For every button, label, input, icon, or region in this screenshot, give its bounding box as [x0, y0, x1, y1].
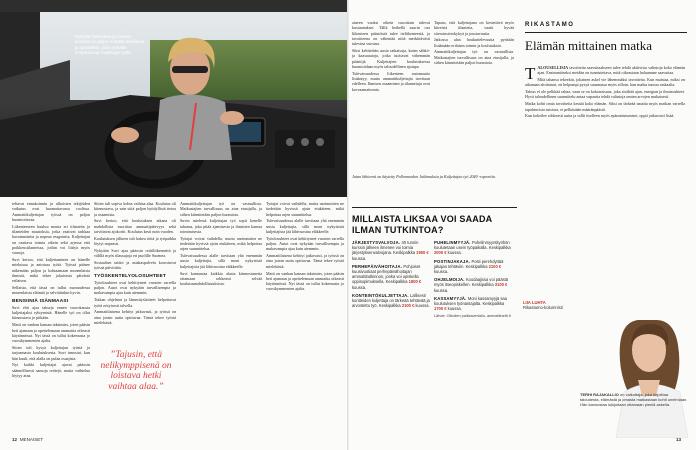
left-column-4	[266, 201, 344, 433]
paragraph: Tulevaisuudessa liikenteen automaatio lisääntyy, mutta ammattikuljettajia tarvitaan edelleen. Ihmisen osaaminen ja tilannetaju ovat korvaamattomia.	[352, 70, 430, 92]
quiz-item-price: 1900 €	[416, 250, 429, 256]
pull-quote: ”Tajusin, että nelikymppisenä on loistava hetki vaihtaa alaa.”	[100, 350, 172, 392]
quiz-item	[434, 259, 514, 275]
quiz-item-heading: JÄRJESTYSVALVOJA.	[352, 240, 402, 245]
paragraph: Työolosuhteet ovat kehittyneet vuosien varrella paljon. Autot ovat nykyään turvallisempia ja mukavampia ajaa kuin aiemmin.	[94, 279, 176, 296]
quiz-top-rule	[352, 207, 517, 208]
page-number: 12	[12, 437, 18, 442]
right-column-1	[352, 20, 430, 170]
left-column-2	[94, 201, 176, 347]
quiz-item-text: Moni kassamyyjä saa koulutuksen työnantajalta. Keskipalkka	[434, 295, 507, 307]
left-column-1	[12, 201, 90, 433]
column-title: Elämän mittainen matka	[525, 38, 653, 53]
right-column-2	[434, 20, 514, 170]
kicker-rule	[525, 32, 687, 33]
paragraph: Sellaista, että tässä on tullut nuoruudessa monenlaisia eläimiä ja selvittiinkin hyvin.	[12, 284, 90, 296]
section-kicker: RIKASTAMO	[525, 22, 575, 28]
quiz-item-heading: KONTEINTÖKULJETTAJA.	[352, 292, 411, 298]
quiz-item-price: 2100 €	[488, 263, 502, 269]
quiz-item-tail: kuussa.	[352, 255, 367, 261]
quiz-item-price: 2000 €	[434, 250, 447, 256]
paragraph: Koulutuksen jälkeen tuli hakea töitä ja työpaikka löytyi nopeasti.	[94, 235, 176, 247]
paragraph: Työajat voivat vaihdella, mutta useimmiten ne tiedetään hyvissä ajoin etukäteen, mikä helpottaa arjen suunnittelua.	[266, 201, 344, 217]
paragraph: Suvin mielestä kuljettajan työ sopii kenelle tahansa, joka pitää ajamisesta ja ihmisten kanssa toimimisesta.	[180, 218, 262, 234]
quiz-item-heading: POSTINJAKAJA.	[434, 258, 472, 264]
photo-illustration	[0, 0, 347, 197]
paragraph: Nyt kaikki kuljettajat ajavat pääosin säännöllisesti samoja reittejä, mutta vaihtelua löytyy aina.	[12, 362, 90, 378]
quiz-source: Lähde: Oikotien palkkavertailu, ammattinetti.fi	[434, 314, 511, 319]
paragraph: Tapaus, että kuljettajana on kestettävä myös kiireisiä tilanteita, vaatii hyvää stressinsietokykyä ja joustavuutta.	[434, 20, 514, 36]
quiz-item-text: Posti perehdyttää jakajan tehtäviin. Keskipalkka	[434, 258, 504, 269]
page-number: 13	[676, 437, 682, 442]
quiz-item	[434, 240, 514, 256]
quiz-item	[434, 277, 514, 293]
quiz-title: MILLAISTA LIKSAA VOI SAADA ILMAN TUTKINTOA?	[352, 214, 493, 235]
quiz-item-text: Puhelinmyyntityöhön koulutetaan usein työpaikalla. Keskipalkka	[434, 240, 511, 251]
paragraph: Suvi ehti ajaa takseja ennen vuorokausia kuljettajaksi ryhtymistä. Hänelle työ on ollut kiinnostava jo pitkään.	[12, 304, 90, 321]
quiz-item-text: 40 tunnin kurssin jälkeen ilmenee voi toimia järjestyksenvalvojana. Keskipalkka	[352, 240, 419, 256]
quiz-item-price: 2100 €	[401, 303, 415, 309]
quiz-item-heading: KASSAMYYJÄ.	[434, 295, 468, 301]
author-bio-name: TERHI RAJAKALLIO	[580, 392, 619, 397]
paragraph: Suvi kertoo, että kuljettaminen on hänelle mieluisaa ja antoisaa työtä. Työssä pääsee näkemään paljon ja kohtaamaan monenlaisia ihmisiä, mikä tekee jokaisesta päivästä erilaisen.	[12, 256, 90, 284]
paragraph: Sitten tuli sopiva kohta vaihtaa alaa. Koulutus oli kiinnostava, ja sain siitä paljon hyödyllistä tietoa ja osaamista.	[94, 201, 176, 217]
paragraph: teltavat ennakoinnin ja ulkoisten tekijöiden vaikutus ovat huomattavassa roolissa. Ammattikuljettajan työssä on paljon huomioitavaa.	[12, 201, 90, 222]
quiz-item-text: Koodaajissa voi päästä myös itseopiskellen. Keskipalkka	[434, 277, 509, 288]
paragraph: Siksi kehitetään uusia ratkaisuja, kuten sähkö- ja kaasuautoja, jotka tuottavat vähemmän päästöjä. Kuljettajien koulutuksessa huomioidaan myös taloudellinen ajotapa.	[352, 47, 430, 69]
paragraph: Sitten tuli kysyä kuljettajan työstä ja tarjoamasta koulutuksesta. Suvi innostui, kun hän kuuli, että alalla on pulaa osaajista.	[12, 344, 90, 361]
quiz-item-tail: kuussa.	[414, 303, 430, 309]
quiz-item-heading: PERHEPÄIVÄHOITAJA.	[352, 263, 404, 269]
paragraph: Työajat voivat vaihdella, mutta useimmiten ne tiedetään hyvissä ajoin etukäteen, mikä helpottaa arjen suunnittelua.	[180, 235, 262, 252]
quiz-item-tail: kuussa.	[434, 287, 449, 293]
quiz-item-tail: kuussa.	[446, 306, 462, 312]
paragraph: Matti on vanhan kansan taksimies, joten pääsin heti ajamaan ja opettelemaan ammattia oikeasti käytännössä. Nyt tässä on tullut kokemusta jo vuosikymmenten ajalta.	[12, 322, 90, 344]
paragraph: Nykyään Suvi ajaa pääosin reittiliikennettä ja välillä myös tilausajoja eri puolille Suomea.	[94, 247, 176, 259]
quiz-item-text: Lallisesti kontteiden kuljettaja on tärkeää tehtävää ja arvostettu työ. Keskipalkka	[352, 292, 430, 309]
paragraph: Kun kokeilee rohkeasti uutta ja sallii itselleen myös epäonnistumiset, oppii jatkuvasti lisää.	[525, 113, 675, 119]
paragraph: Suvi kertoo, että koulutuksen aikana oli mahdollista suorittaa ammattipätevyys sekä tarvittavat ajokortit. Koulutus kesti noin vuoden.	[94, 218, 176, 234]
quiz-item	[352, 293, 430, 309]
paragraph-text: tavoitteita saavuttaakseen tulee tehdä aktiivisia valintoja koko elämän ajan. Ensimmäiseksi meidän on tunnistettava, mitä oikeastaan haluamme saavuttaa.	[537, 65, 685, 76]
bus-driver-photo	[0, 0, 347, 197]
paragraph: Suvi kannustaa kaikkia alasta kiinnostuneita ottamaan rohkeasti selvää koulutusmahdollisuuksista.	[180, 270, 262, 287]
magazine-name: MENAISET	[19, 437, 44, 442]
paragraph: Liikenteeseen kuuluu monia eri tilanteita ja tilanteiden muutoksia, jotka vaativat tarkkaa havainnointia ja nopeaa reagointia. Kuljettajan on osattava toimia oikein sekä arjessa että poikkeustilanteissa, joihin voi liittyä myös vaaroja.	[12, 223, 90, 256]
quiz-column-a	[352, 240, 430, 311]
quiz-item-price: 3100 €	[494, 282, 508, 288]
paragraph: Talous ei ole pelkkää rahaa, vaan se on kokonaisuus, joka sisältää ajan, energian ja ihmissuhteet. Hyvä taloudellinen suunnittelu antaa vapautta tehdä valintoja omien arvojen mukaisesti.	[525, 89, 685, 100]
quiz-item-price: 1700 €	[434, 306, 447, 312]
paragraph: Ammattilaisena kehityt jatkuvasti, ja työssä on aina jotain uutta opittavaa. Tämä tekee työstä mielekästä.	[94, 309, 176, 325]
quiz-column-b	[434, 240, 514, 319]
lead-in: ALOUSELLISIA	[537, 65, 569, 70]
section-subhead: TYÖSKENTELYOLOSUHTEET	[94, 273, 166, 279]
quiz-item-tail: kuussa.	[446, 250, 462, 256]
quiz-item-price: 1800 €	[408, 279, 422, 285]
paragraph: Työolosuhteet ovat kehittyneet vuosien varrella paljon. Autot ovat nykyään turvallisempia ja mukavampia ajaa kuin aiemmin.	[266, 235, 344, 252]
drop-cap: T	[525, 65, 536, 83]
page-gutter	[347, 0, 349, 450]
quiz-item-tail: kuussa.	[434, 269, 449, 275]
quiz-item	[434, 296, 514, 312]
section-subhead: BENSIINIÄ ISÄNMAASI	[12, 298, 69, 304]
right-folio	[676, 437, 681, 442]
paragraph: Ammattikuljettajan työ on vastuullista. Matkustajien turvallisuus on aina etusijalla, ja siihen kiinnitetään paljon huomiota.	[180, 201, 262, 217]
quiz-item-tail: kuussa.	[352, 284, 367, 290]
author-role: Rikastamo-kolumnisti	[523, 305, 563, 311]
paragraph: Tutkan ohjelmat ja lämmityslaitteet helpottavat työtä erityisesti talvella.	[94, 297, 176, 308]
paragraph: Matti on vanhan kansan taksimies, joten pääsin heti ajamaan ja opettelemaan ammattia oikeasti käytännössä. Nyt tässä on tullut kokemusta jo vuosikymmenten ajalta.	[266, 270, 344, 292]
author-name: LIIA LUHTA	[523, 300, 546, 305]
quiz-item	[352, 264, 430, 290]
left-folio	[12, 437, 43, 442]
paragraph: Sosiaaliset taidot ja asiakaspalvelu korostuvat työssä päivittäin.	[94, 259, 176, 271]
paragraph: Ammattilaisena kehityt jatkuvasti, ja työssä on aina jotain uutta opittavaa. Tämä tekee työstä mielekästä.	[266, 253, 344, 269]
paragraph: Tulevaisuudessa alalle tarvitaan yhä enemmän uusia kuljettajia, sillä moni nykyisistä kuljettajista jää lähivuosina eläkkeelle.	[266, 218, 344, 234]
quiz-item-heading: PUHELINMYYJÄ.	[434, 240, 472, 245]
quiz-item-heading: OHJELMOIJA.	[434, 277, 466, 283]
paragraph: Mitä tahansa tekeekin, jokainen askel vie lähemmäksi tavoitteita. Kun muistaa, miksi on aikanaan aloittanut, on helpompi pysyä suunnassa myös silloin, kun matka tuntuu raskaalta.	[525, 77, 685, 88]
author-portrait	[520, 300, 688, 438]
author-block	[520, 300, 688, 438]
photo-caption: Nykyään busseissa ja kuorma-autoissa on paljon erilaista tekniikkaa ja apulaitteita, joilla pyritään helpottamaan kuljettajan työtä.	[75, 34, 145, 56]
author-name-block	[523, 300, 563, 311]
paragraph: aineen vuoksi oikein vuosittain tulevat kustannukset. Tällä hetkellä suurin osa liikenteen päästöistä tulee tieliikenteestä, ja tavoitteena on vähentää niitä merkittävästi tulevina vuosina.	[352, 20, 430, 47]
paragraph: Matka kohti omia tavoitteita kestää koko elämän. Siksi on tärkeää nauttia myös matkan varrella tapahtuvista asioista, ei pelkästään määränpäästä.	[525, 101, 685, 112]
quiz-item-text: Pohjoiset kuusivuotiaat perhepäivähoitajan ammattitutkinnon, jonka voi opiskella oppisopimuksella. Keskipalkka	[352, 263, 421, 285]
paragraph	[525, 65, 685, 76]
left-column-3	[180, 201, 262, 433]
author-bio	[580, 392, 688, 407]
paragraph: Tulevaisuudessa alalle tarvitaan yhä enemmän uusia kuljettajia, sillä moni nykyisistä kuljettajista jää lähivuosina eläkkeelle.	[180, 253, 262, 269]
paragraph: Ammattikuljettajan työ on vastuullista. Matkustajien turvallisuus on aina etusijalla, ja siihen kiinnitetään paljon huomiota.	[434, 49, 514, 66]
paragraph: Jatkossa alan houkuttelevuutta pyritään lisäämään erilaisin toimin ja koulutuksin.	[434, 37, 514, 48]
author-bio-text: on vaikuttaja, joka kirjoittaa taloudesta, elämästä ja omasta matkastaan kohti unelmiaan. Hän kannustaa lukijoitaan ottamaan pieniä askelia.	[580, 392, 688, 408]
article-source-note: Jutun lähteenä on käytetty Pallomuodon Jutkimuksia ja Kuljettajan työ 2040 -raporttia.	[352, 174, 496, 179]
quiz-item	[352, 240, 430, 261]
